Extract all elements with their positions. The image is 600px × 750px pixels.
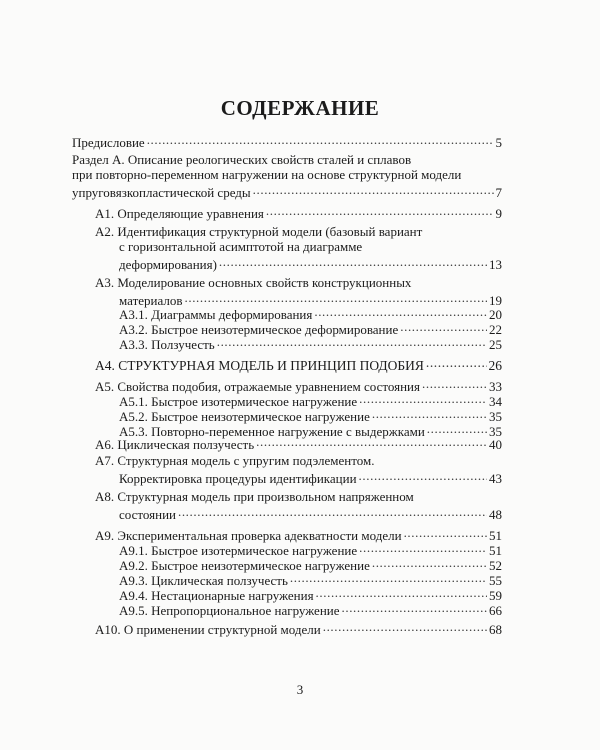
toc-page-number: 34 [489, 394, 502, 409]
page-title: СОДЕРЖАНИЕ [220, 96, 380, 120]
toc-entry-title-cont: упруговязкопластической среды [72, 185, 251, 200]
toc-page-number: 68 [489, 622, 502, 637]
toc-entry-title: А3. Моделирование основных свойств конструкционных [95, 275, 412, 290]
toc-entry-title: А5.1. Быстрое изотермическое нагружение [119, 394, 358, 409]
toc-entry-title: А2. Идентификация структурной модели (базовый вариант [95, 224, 423, 239]
toc-entry-a10 [95, 619, 502, 637]
leader-dots [217, 334, 487, 349]
toc-page-number: 7 [495, 185, 502, 200]
leader-dots [219, 254, 487, 269]
toc-page-number: 5 [495, 135, 502, 150]
toc-page-number: 13 [489, 257, 502, 272]
leader-dots [372, 555, 487, 570]
leader-dots [342, 600, 488, 615]
toc-entry-title: А9.5. Непропорциональное нагружение [119, 603, 340, 618]
leader-dots [426, 355, 487, 370]
leader-dots [266, 203, 494, 218]
toc-entry-title: А3.2. Быстрое неизотермическое деформирование [119, 322, 399, 337]
toc-entry-a2 [95, 224, 502, 272]
page-number: 3 [296, 682, 304, 697]
leader-dots [359, 468, 487, 483]
toc-entry-title: А8. Структурная модель при произвольном напряженном [95, 489, 414, 504]
toc-page-number: 19 [489, 293, 502, 308]
toc-entry-title: А9.1. Быстрое изотермическое нагружение [119, 543, 358, 558]
toc-entry-a7 [95, 453, 502, 486]
toc-entry-title: А4. СТРУКТУРНАЯ МОДЕЛЬ И ПРИНЦИП ПОДОБИЯ [95, 358, 424, 373]
toc-page-number: 51 [489, 543, 502, 558]
toc-page-number: 55 [489, 573, 502, 588]
leader-dots [147, 132, 494, 147]
toc-entry-title: А9.2. Быстрое неизотермическое нагружение [119, 558, 370, 573]
toc-page-number: 20 [489, 307, 502, 322]
toc-entry-title: А6. Циклическая ползучесть [95, 437, 255, 452]
toc-page-number: 48 [489, 507, 502, 522]
leader-dots [253, 182, 494, 197]
toc-entry-title-cont: состоянии [119, 507, 176, 522]
toc-entry-a9-5 [119, 600, 502, 618]
toc-page-number: 52 [489, 558, 502, 573]
toc-entry-title: А9.4. Нестационарные нагружения [119, 588, 314, 603]
toc-entry-title: А10. О применении структурной модели [95, 622, 321, 637]
toc-entry-title: Предисловие [72, 135, 145, 150]
toc-entry-a3-3 [119, 334, 502, 352]
leader-dots [400, 319, 487, 334]
toc-entry-title-cont: при повторно-переменном нагружении на основе структурной модели [72, 167, 462, 182]
toc-page-number: 51 [489, 528, 502, 543]
toc-entry-a1 [95, 203, 502, 221]
toc-entry-title: Раздел А. Описание реологических свойств сталей и сплавов [72, 152, 412, 167]
toc-page-number: 59 [489, 588, 502, 603]
toc-page-number: 9 [495, 206, 502, 221]
leader-dots [256, 434, 487, 449]
leader-dots [404, 525, 487, 540]
leader-dots [316, 585, 487, 600]
leader-dots [314, 304, 487, 319]
toc-page-number: 33 [489, 379, 502, 394]
toc-page-number: 43 [489, 471, 502, 486]
toc-entry-title-cont: деформирования) [119, 257, 217, 272]
toc-entry-title: А1. Определяющие уравнения [95, 206, 264, 221]
leader-dots [372, 406, 487, 421]
toc-page-number: 35 [489, 409, 502, 424]
toc-entry-preface [72, 132, 502, 150]
toc-entry-section-a [72, 152, 502, 200]
toc-entry-title: А5. Свойства подобия, отражаемые уравнением состояния [95, 379, 420, 394]
toc-entry-title: А9. Экспериментальная проверка адекватности модели [95, 528, 402, 543]
toc-page-number: 66 [489, 603, 502, 618]
leader-dots [178, 504, 487, 519]
toc-entry-title: А5.3. Повторно-переменное нагружение с выдержками [119, 424, 425, 439]
toc-entry-title: А7. Структурная модель с упругим подэлементом. [95, 453, 375, 468]
toc-page-number: 26 [488, 358, 502, 373]
leader-dots [185, 290, 488, 305]
toc-entry-title-cont: материалов [119, 293, 183, 308]
leader-dots [422, 376, 487, 391]
toc-page-number: 25 [489, 337, 502, 352]
leader-dots [359, 540, 487, 555]
toc-entry-a8 [95, 489, 502, 522]
toc-entry-title: А3.1. Диаграммы деформирования [119, 307, 313, 322]
toc-page-number: 40 [489, 437, 502, 452]
toc-entry-a4 [95, 355, 502, 373]
leader-dots [323, 619, 487, 634]
toc-entry-a6 [95, 434, 502, 452]
toc-entry-title: А3.3. Ползучесть [119, 337, 215, 352]
leader-dots [290, 570, 487, 585]
leader-dots [359, 391, 487, 406]
toc-page-number: 22 [489, 322, 502, 337]
toc-entry-title-cont: с горизонтальной асимптотой на диаграмме [119, 239, 363, 254]
toc-entry-title: А9.3. Циклическая ползучесть [119, 573, 288, 588]
toc-entry-title-cont: Корректировка процедуры идентификации [119, 471, 357, 486]
toc-page-number: 35 [489, 424, 502, 439]
toc-entry-title: А5.2. Быстрое неизотермическое нагружение [119, 409, 370, 424]
